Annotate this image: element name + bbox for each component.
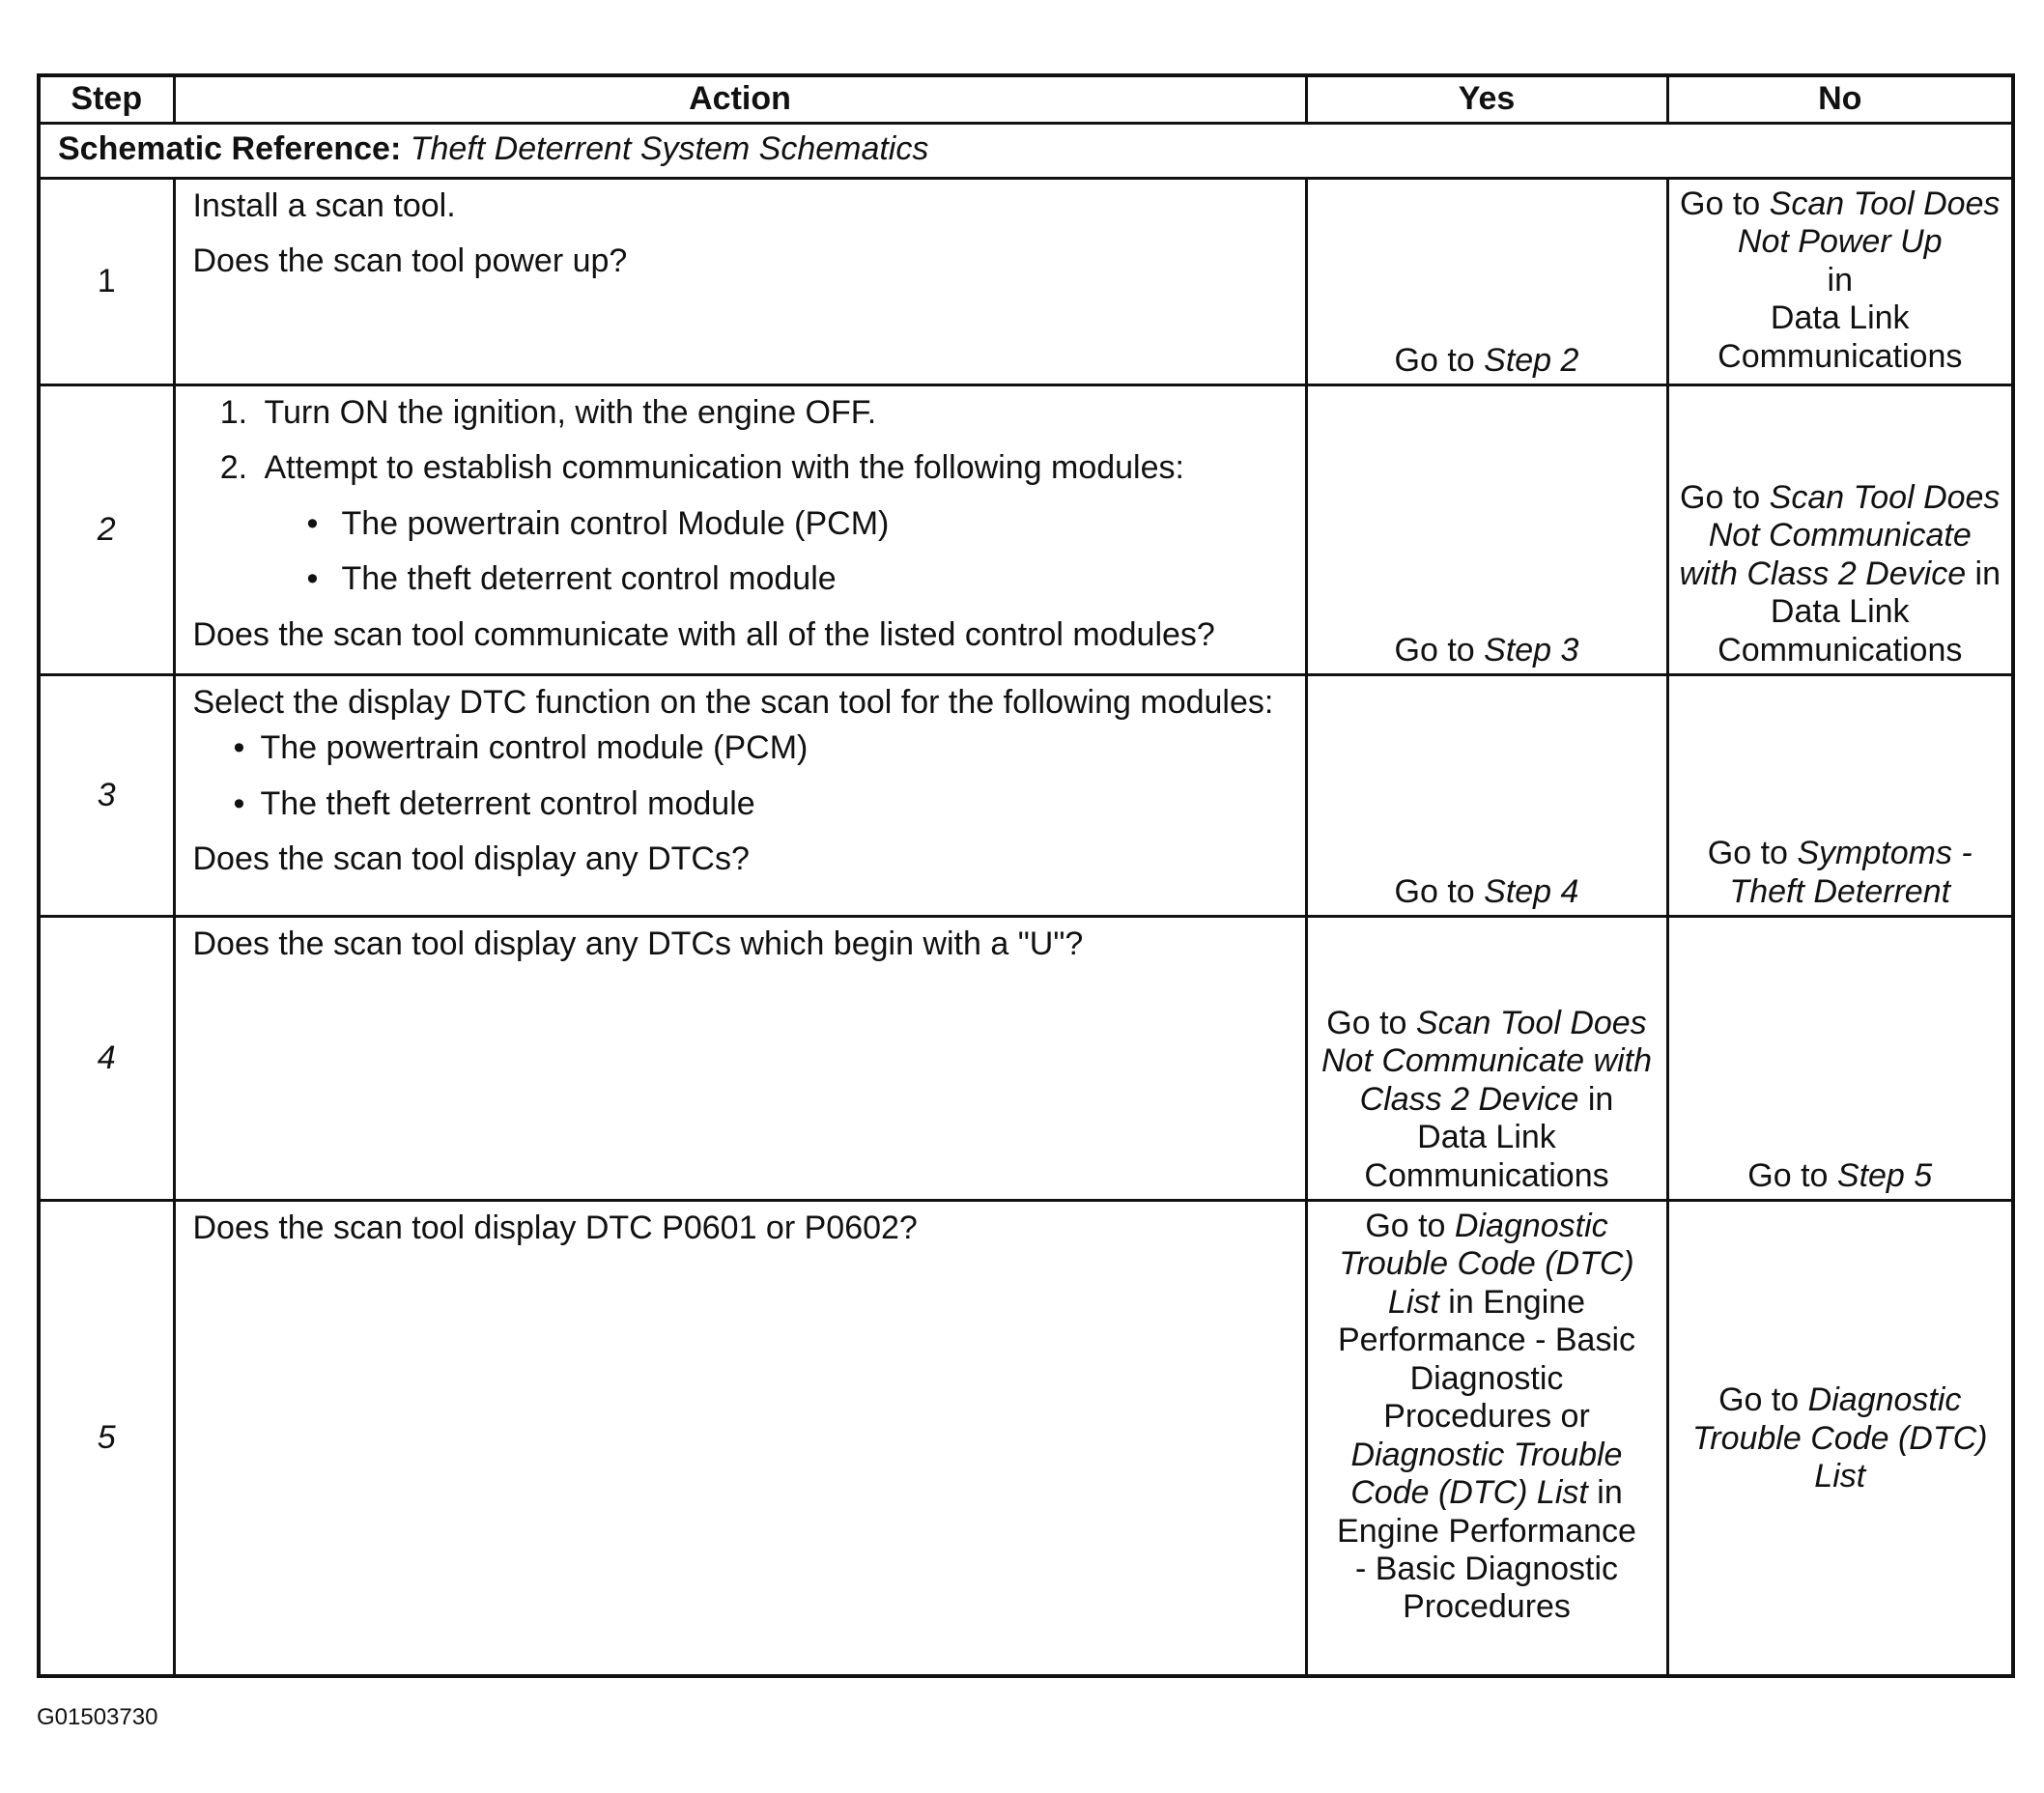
schematic-reference-row: [39, 124, 2013, 179]
action-question: Does the scan tool communicate with all of the listed control modules?: [192, 615, 1215, 653]
yes-link[interactable]: Diagnostic Trouble Code (DTC) List: [1350, 1436, 1623, 1512]
no-section: Data Link Communications: [1718, 593, 1963, 669]
table-row: [39, 1201, 2013, 1676]
action-bullet-item: • The powertrain control module (PCM): [261, 729, 1288, 767]
no-in: in: [1827, 261, 1853, 299]
action-bullet-item: • The theft deterrent control module: [334, 560, 1288, 598]
yes-in: in: [1578, 1080, 1614, 1118]
action-list-item: 2. Attempt to establish communication with the following modules: • The powertrain control Module (PCM) • The theft deterrent control module: [257, 449, 1288, 598]
no-prefix: Go to: [1707, 835, 1798, 872]
yes-link[interactable]: Diagnostic Trouble Code (DTC) List: [1339, 1208, 1634, 1321]
yes-or: or: [1551, 1398, 1590, 1436]
no-link[interactable]: Scan Tool Does Not Communicate with Class 2 Device: [1679, 478, 2001, 592]
step-number: 4: [39, 917, 174, 1201]
yes-in: in Engine Performance - Basic Diagnostic Procedures: [1338, 1283, 1635, 1436]
table-row: [39, 385, 2013, 675]
yes-cell: [1306, 179, 1667, 385]
yes-in: in Engine Performance - Basic Diagnostic Procedures: [1337, 1474, 1636, 1626]
header-no: No: [1667, 75, 2013, 124]
step-number: 1: [39, 179, 174, 385]
action-cell: [174, 385, 1306, 675]
yes-prefix: Go to: [1394, 872, 1485, 910]
step-number: 2: [39, 385, 174, 675]
no-cell: [1667, 385, 2013, 675]
action-cell: [174, 1201, 1306, 1676]
schematic-reference-label: Schematic Reference:: [58, 130, 402, 167]
yes-section: Data Link Communications: [1364, 1119, 1609, 1194]
no-prefix: Go to: [1680, 478, 1770, 516]
yes-cell: [1306, 675, 1667, 917]
no-cell: [1667, 675, 2013, 917]
action-bullet-item: • The theft deterrent control module: [261, 785, 1288, 823]
table-row: [39, 675, 2013, 917]
yes-cell: [1306, 917, 1667, 1201]
action-bullet-list: [265, 505, 1288, 599]
no-link[interactable]: Symptoms - Theft Deterrent: [1729, 835, 1973, 910]
header-yes: Yes: [1306, 75, 1667, 124]
action-question: Does the scan tool display any DTCs?: [192, 840, 750, 878]
yes-prefix: Go to: [1394, 341, 1485, 379]
yes-link[interactable]: Step 2: [1484, 341, 1579, 379]
action-ordered-list: [193, 394, 1288, 599]
action-cell: [174, 675, 1306, 917]
no-in: in: [1966, 555, 2001, 592]
yes-cell: [1306, 385, 1667, 675]
action-bullet-item: • The powertrain control Module (PCM): [334, 505, 1288, 543]
action-instruction: Select the display DTC function on the scan tool for the following modules:: [192, 684, 1274, 721]
yes-link[interactable]: Step 4: [1484, 872, 1579, 910]
no-link[interactable]: Step 5: [1836, 1156, 1933, 1194]
action-bullet-list: [193, 729, 1288, 823]
yes-prefix: Go to: [1394, 631, 1485, 669]
yes-prefix: Go to: [1365, 1208, 1455, 1244]
action-instruction: Install a scan tool.: [192, 187, 456, 224]
schematic-reference: [39, 124, 2013, 179]
no-link[interactable]: Diagnostic Trouble Code (DTC) List: [1692, 1381, 1988, 1494]
diagnostic-table: [37, 73, 2015, 1678]
figure-code: G01503730: [37, 1704, 158, 1730]
no-section: Data Link Communications: [1718, 299, 1963, 375]
no-prefix: Go to: [1718, 1381, 1808, 1419]
action-question: Does the scan tool display DTC P0601 or P0602?: [192, 1210, 918, 1246]
header-step: Step: [39, 75, 174, 124]
header-action: Action: [174, 75, 1306, 124]
table-row: [39, 179, 2013, 385]
header-row: [39, 75, 2013, 124]
action-question: Does the scan tool display any DTCs which begin with a "U"?: [192, 925, 1084, 962]
no-prefix: Go to: [1747, 1156, 1837, 1194]
action-cell: [174, 917, 1306, 1201]
no-link[interactable]: Scan Tool Does Not Power Up: [1737, 185, 2001, 261]
action-question: Does the scan tool power up?: [192, 242, 628, 280]
step-number: 3: [39, 675, 174, 917]
yes-link[interactable]: Step 3: [1484, 631, 1579, 669]
yes-link[interactable]: Scan Tool Does Not Communicate with Class 2 Device: [1320, 1004, 1652, 1118]
yes-prefix: Go to: [1326, 1004, 1416, 1041]
no-cell: [1667, 1201, 2013, 1676]
table-row: [39, 917, 2013, 1201]
no-cell: [1667, 917, 2013, 1201]
action-cell: [174, 179, 1306, 385]
no-cell: [1667, 179, 2013, 385]
no-prefix: Go to: [1680, 185, 1770, 222]
yes-cell: [1306, 1201, 1667, 1676]
step-number: 5: [39, 1201, 174, 1676]
action-list-item: 1. Turn ON the ignition, with the engine OFF.: [257, 394, 1288, 432]
schematic-reference-link[interactable]: Theft Deterrent System Schematics: [410, 130, 929, 167]
